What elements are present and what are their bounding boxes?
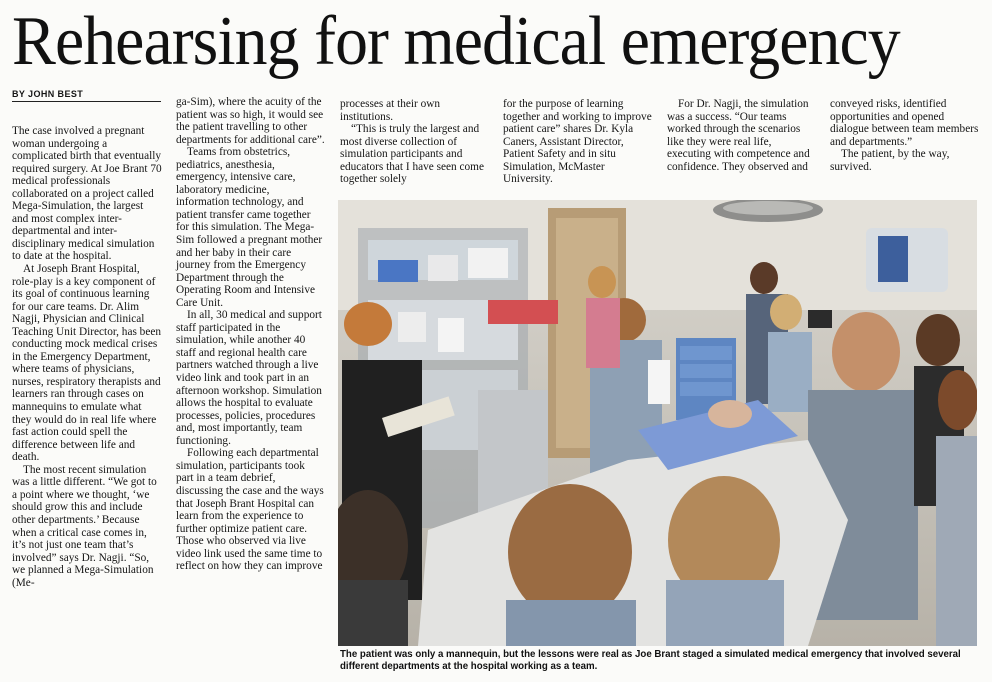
paragraph: conveyed risks, identified opportunities and opened dialogue between team members and departments.” (830, 98, 979, 148)
article-column-5 (667, 98, 817, 173)
paragraph: For Dr. Nagji, the simulation was a success. “Our teams worked through the scenarios like they were real life, executing with competence and confidence. They observed and (667, 98, 810, 173)
paragraph: The case involved a pregnant woman undergoing a complicated birth that eventually required surgery. At Joe Brant 70 medical professionals collaborated on a project called Mega-Simulation, the largest and most complex inter-departmental and inter-disciplinary medical simulation to date at the hospital. (12, 125, 162, 263)
article-column-4 (503, 98, 652, 186)
article-column-1 (12, 125, 162, 589)
paragraph: Teams from obstetrics, pediatrics, anesthesia, emergency, intensive care, laboratory medicine, information technology, and patient transfer came together for this simulation. The Mega-Sim followed a pregnant mother and her baby in their care journey from the Emergency Department through the Operating Room and Intensive Care Unit. (176, 146, 323, 309)
paragraph: In all, 30 medical and support staff participated in the simulation, while another 40 staff and regional health care partners watched through a live video link and took part in an afternoon workshop. Simulation allows the hospital to evaluate processes, policies, procedures and, most importantly, team functioning. (176, 309, 322, 447)
paragraph: The patient, by the way, survived. (830, 148, 950, 173)
paragraph: At Joseph Brant Hospital, role-play is a key component of its goal of continuous learning for our care teams. Dr. Alim Nagji, Physician and Clinical Teaching Unit Director, has been conducting mock medical crises in the Emergency Department, where teams of physicians, nurses, respiratory therapists and learners ran through cases on mannequins to emulate what they would do in real life where fast action could spell the difference between life and death. (12, 263, 162, 464)
article-column-2 (176, 96, 325, 573)
paragraph: processes at their own institutions. (340, 98, 441, 123)
photo-caption: The patient was only a mannequin, but the lessons were real as Joe Brant staged a simulated medical emergency that involved several different departments at the hospital working as a team. (340, 649, 961, 672)
paragraph: ga-Sim), where the acuity of the patient was so high, it would see the patient travelling to other departments for additional care”. (176, 96, 325, 146)
paragraph: “This is truly the largest and most diverse collection of simulation participants and educators that I have seen come together solely (340, 123, 484, 186)
paragraph: The most recent simulation was a little different. “We got to a point where we thought, ‘we should grow this and include other departments.’ Because when a critical case comes in, it’s not just one team that’s involved” says Dr. Nagji. “So, we planned a Mega-Simulation (Me- (12, 463, 157, 589)
article-column-3 (340, 98, 489, 186)
byline: BY JOHN BEST (12, 88, 161, 102)
paragraph: for the purpose of learning together and working to improve patient care” shares Dr. Kyla Caners, Assistant Director, Patient Safety and in situ Simulation, McMaster University. (503, 98, 652, 186)
article-column-6 (830, 98, 982, 173)
headline: Rehearsing for medical emergency (12, 3, 900, 80)
simulation-photo (338, 200, 977, 646)
paragraph: Following each departmental simulation, participants took part in a team debrief, discussing the case and the ways that Joseph Brant Hospital can learn from the experience to further optimize patient care. Those who observed via live video link used the same time to reflect on how they can improve (176, 447, 324, 573)
